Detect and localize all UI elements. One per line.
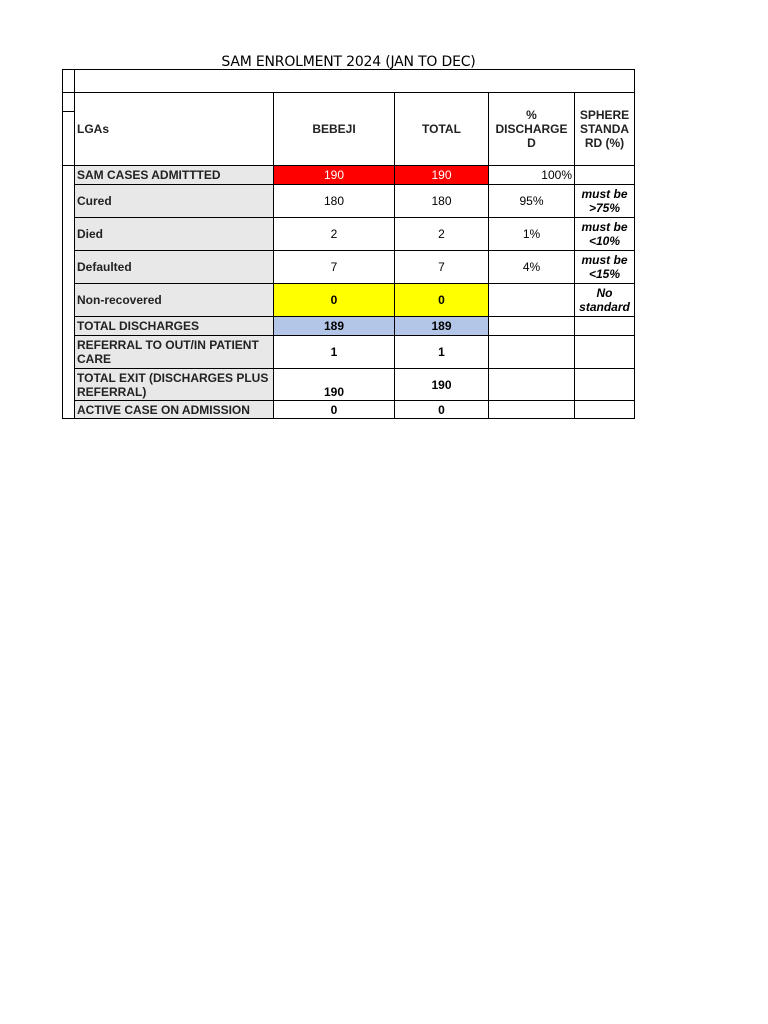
active-case-bebeji-cell[interactable]: 0 [273, 400, 395, 419]
active-case-pct-cell[interactable] [488, 400, 575, 419]
sam-cases-admitted-label[interactable]: SAM CASES ADMITTTED [74, 165, 274, 185]
header-bebeji[interactable]: BEBEJI [273, 92, 395, 166]
referral-bebeji-cell[interactable]: 1 [273, 335, 395, 369]
total-discharges-pct-cell[interactable] [488, 316, 575, 336]
died-bebeji-cell[interactable]: 2 [273, 217, 395, 251]
non-recovered-label[interactable]: Non-recovered [74, 283, 274, 317]
referral-std-cell[interactable] [574, 335, 635, 369]
sam-cases-admitted-total-cell[interactable]: 190 [394, 165, 489, 185]
total-exit-label[interactable]: TOTAL EXIT (DISCHARGES PLUS REFERRAL) [74, 368, 274, 401]
died-std-cell[interactable]: must be <10% [574, 217, 635, 251]
header-percent-discharged[interactable]: % DISCHARGE D [488, 92, 575, 166]
total-exit-pct-cell[interactable] [488, 368, 575, 401]
non-recovered-bebeji-cell[interactable]: 0 [273, 283, 395, 317]
total-discharges-total-cell[interactable]: 189 [394, 316, 489, 336]
defaulted-total-cell[interactable]: 7 [394, 250, 489, 284]
active-case-label[interactable]: ACTIVE CASE ON ADMISSION [74, 400, 274, 419]
total-discharges-std-cell[interactable] [574, 316, 635, 336]
header-sphere-standard[interactable]: SPHERE STANDA RD (%) [574, 92, 635, 166]
died-pct-cell[interactable]: 1% [488, 217, 575, 251]
sam-cases-admitted-bebeji-cell[interactable]: 190 [273, 165, 395, 185]
cured-total-cell[interactable]: 180 [394, 184, 489, 218]
referral-label[interactable]: REFERRAL TO OUT/IN PATIENT CARE [74, 335, 274, 369]
died-label[interactable]: Died [74, 217, 274, 251]
cured-bebeji-cell[interactable]: 180 [273, 184, 395, 218]
active-case-total-cell[interactable]: 0 [394, 400, 489, 419]
defaulted-std-cell[interactable]: must be <15% [574, 250, 635, 284]
non-recovered-std-cell[interactable]: No standard [574, 283, 635, 317]
blank-header-cell[interactable] [74, 69, 635, 93]
cured-std-cell[interactable]: must be >75% [574, 184, 635, 218]
sam-cases-admitted-pct-cell[interactable]: 100% [488, 165, 575, 185]
sheet-title: SAM ENROLMENT 2024 (JAN TO DEC) [221, 54, 476, 70]
cured-pct-cell[interactable]: 95% [488, 184, 575, 218]
referral-total-cell[interactable]: 1 [394, 335, 489, 369]
total-discharges-bebeji-cell[interactable]: 189 [273, 316, 395, 336]
defaulted-pct-cell[interactable]: 4% [488, 250, 575, 284]
total-discharges-label[interactable]: TOTAL DISCHARGES [74, 316, 274, 336]
total-exit-total-cell[interactable]: 190 [394, 368, 489, 401]
total-exit-std-cell[interactable] [574, 368, 635, 401]
header-lgas[interactable]: LGAs [74, 92, 274, 166]
active-case-std-cell[interactable] [574, 400, 635, 419]
defaulted-bebeji-cell[interactable]: 7 [273, 250, 395, 284]
defaulted-label[interactable]: Defaulted [74, 250, 274, 284]
sam-cases-admitted-std-cell[interactable] [574, 165, 635, 185]
total-exit-bebeji-cell[interactable]: 190 [273, 368, 395, 401]
non-recovered-pct-cell[interactable] [488, 283, 575, 317]
referral-pct-cell[interactable] [488, 335, 575, 369]
non-recovered-total-cell[interactable]: 0 [394, 283, 489, 317]
cured-label[interactable]: Cured [74, 184, 274, 218]
died-total-cell[interactable]: 2 [394, 217, 489, 251]
header-total[interactable]: TOTAL [394, 92, 489, 166]
